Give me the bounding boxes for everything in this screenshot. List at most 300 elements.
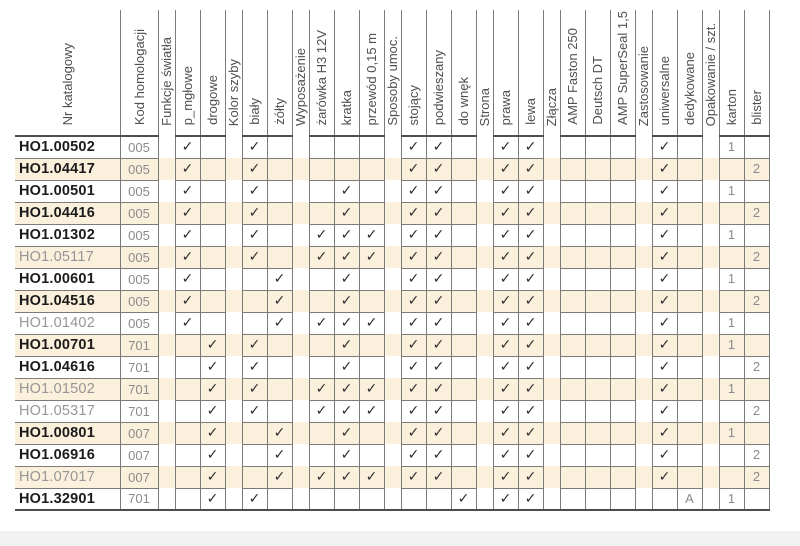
check-icon: ✓ xyxy=(524,271,537,287)
cell-value: 1 xyxy=(727,227,736,242)
value-cell-stojacy xyxy=(401,224,426,246)
value-cell-dedykowane xyxy=(677,246,702,268)
check-icon: ✓ xyxy=(407,249,420,265)
value-cell-podwieszany xyxy=(426,268,451,290)
group-spacer-cell xyxy=(384,158,401,180)
value-cell-zolty xyxy=(267,268,292,290)
value-cell-zolty xyxy=(267,290,292,312)
value-cell-do-wnek xyxy=(451,136,476,158)
value-cell-blister xyxy=(744,202,769,224)
check-icon: ✓ xyxy=(432,161,445,177)
check-icon: ✓ xyxy=(407,403,420,419)
value-cell-deutsch-dt xyxy=(585,444,610,466)
table-row xyxy=(15,224,769,246)
homologation-code-cell: 701 xyxy=(120,378,158,400)
group-spacer-cell xyxy=(225,268,242,290)
column-header-przewod-015m xyxy=(359,10,384,136)
value-cell-stojacy xyxy=(401,290,426,312)
check-icon: ✓ xyxy=(658,227,671,243)
value-cell-stojacy xyxy=(401,444,426,466)
group-spacer-cell xyxy=(292,488,309,510)
value-cell-blister xyxy=(744,136,769,158)
column-header-drogowe xyxy=(200,10,225,136)
value-cell-amp-faston-250 xyxy=(560,158,585,180)
group-spacer-cell xyxy=(292,400,309,422)
value-cell-amp-superseal-15 xyxy=(610,180,635,202)
check-icon: ✓ xyxy=(499,425,512,441)
value-cell-lewa xyxy=(518,224,543,246)
value-cell-bialy xyxy=(242,268,267,290)
value-cell-blister xyxy=(744,334,769,356)
value-cell-dedykowane xyxy=(677,422,702,444)
value-cell-stojacy xyxy=(401,378,426,400)
group-spacer-cell xyxy=(225,356,242,378)
value-cell-do-wnek xyxy=(451,202,476,224)
group-spacer-cell xyxy=(702,466,719,488)
check-icon: ✓ xyxy=(340,403,353,419)
value-cell-prawa xyxy=(493,246,518,268)
value-cell-uniwersalne xyxy=(652,466,677,488)
value-cell-karton xyxy=(719,444,744,466)
value-cell-bialy xyxy=(242,312,267,334)
value-cell-drogowe xyxy=(200,158,225,180)
group-spacer-cell xyxy=(225,224,242,246)
group-spacer-cell xyxy=(476,334,493,356)
value-cell-deutsch-dt xyxy=(585,202,610,224)
value-cell-dedykowane xyxy=(677,202,702,224)
check-icon: ✓ xyxy=(181,139,194,156)
value-cell-amp-superseal-15 xyxy=(610,312,635,334)
value-cell-podwieszany xyxy=(426,334,451,356)
group-spacer-cell xyxy=(543,466,560,488)
value-cell-zarowka-h3-12v xyxy=(309,246,334,268)
value-cell-karton xyxy=(719,422,744,444)
check-icon: ✓ xyxy=(432,359,445,375)
check-icon: ✓ xyxy=(658,403,671,419)
group-spacer-cell xyxy=(543,312,560,334)
value-cell-karton xyxy=(719,312,744,334)
column-header-label: prawa xyxy=(498,89,513,125)
check-icon: ✓ xyxy=(524,490,537,507)
value-cell-deutsch-dt xyxy=(585,422,610,444)
check-icon: ✓ xyxy=(407,139,420,156)
value-cell-amp-superseal-15 xyxy=(610,136,635,158)
check-icon: ✓ xyxy=(248,490,261,507)
catalog-number-cell: HO1.06916 xyxy=(15,444,120,466)
value-cell-prawa xyxy=(493,400,518,422)
group-spacer-cell xyxy=(384,488,401,510)
value-cell-podwieszany xyxy=(426,136,451,158)
column-header-label: AMP SuperSeal 1,5 xyxy=(615,11,630,125)
group-spacer-cell xyxy=(543,488,560,510)
group-spacer-cell xyxy=(384,246,401,268)
group-spacer-cell xyxy=(384,444,401,466)
value-cell-przewod-015m xyxy=(359,312,384,334)
group-spacer-cell xyxy=(225,378,242,400)
value-cell-amp-faston-250 xyxy=(560,202,585,224)
value-cell-amp-faston-250 xyxy=(560,268,585,290)
value-cell-lewa xyxy=(518,356,543,378)
check-icon: ✓ xyxy=(658,249,671,265)
value-cell-zarowka-h3-12v xyxy=(309,268,334,290)
value-cell-p-mglowe xyxy=(175,466,200,488)
group-spacer-cell xyxy=(292,334,309,356)
value-cell-deutsch-dt xyxy=(585,268,610,290)
check-icon: ✓ xyxy=(248,227,261,243)
value-cell-deutsch-dt xyxy=(585,356,610,378)
value-cell-lewa xyxy=(518,444,543,466)
value-cell-drogowe xyxy=(200,334,225,356)
catalog-number-cell: HO1.07017 xyxy=(15,466,120,488)
value-cell-drogowe xyxy=(200,488,225,510)
value-cell-dedykowane xyxy=(677,224,702,246)
value-cell-karton xyxy=(719,290,744,312)
value-cell-przewod-015m xyxy=(359,334,384,356)
check-icon: ✓ xyxy=(248,183,261,199)
table-row xyxy=(15,268,769,290)
value-cell-zarowka-h3-12v xyxy=(309,224,334,246)
homologation-code-cell: 701 xyxy=(120,356,158,378)
catalog-number-cell: HO1.32901 xyxy=(15,488,120,510)
catalog-number-cell: HO1.05317 xyxy=(15,400,120,422)
column-header-zlacza xyxy=(543,10,560,136)
homologation-code-cell: 007 xyxy=(120,444,158,466)
value-cell-dedykowane xyxy=(677,268,702,290)
cell-value: 1 xyxy=(727,183,736,198)
check-icon: ✓ xyxy=(340,447,353,463)
value-cell-zolty xyxy=(267,444,292,466)
value-cell-przewod-015m xyxy=(359,268,384,290)
group-spacer-cell xyxy=(158,158,175,180)
check-icon: ✓ xyxy=(206,490,219,507)
value-cell-lewa xyxy=(518,246,543,268)
homologation-code-cell: 005 xyxy=(120,224,158,246)
value-cell-uniwersalne xyxy=(652,422,677,444)
group-spacer-cell xyxy=(543,158,560,180)
value-cell-karton xyxy=(719,202,744,224)
group-spacer-cell xyxy=(635,356,652,378)
group-spacer-cell xyxy=(384,356,401,378)
value-cell-blister xyxy=(744,268,769,290)
column-header-label: uniwersalne xyxy=(657,55,672,125)
group-spacer-cell xyxy=(158,136,175,158)
check-icon: ✓ xyxy=(206,381,219,397)
group-spacer-cell xyxy=(543,356,560,378)
group-spacer-cell xyxy=(476,202,493,224)
group-spacer-cell xyxy=(635,224,652,246)
column-header-label: Złącza xyxy=(544,87,559,126)
value-cell-podwieszany xyxy=(426,180,451,202)
check-icon: ✓ xyxy=(499,161,512,177)
table-row xyxy=(15,444,769,466)
value-cell-p-mglowe xyxy=(175,312,200,334)
value-cell-bialy xyxy=(242,136,267,158)
group-spacer-cell xyxy=(158,312,175,334)
value-cell-uniwersalne xyxy=(652,158,677,180)
value-cell-uniwersalne xyxy=(652,400,677,422)
value-cell-deutsch-dt xyxy=(585,136,610,158)
value-cell-blister xyxy=(744,246,769,268)
value-cell-kratka xyxy=(334,202,359,224)
value-cell-zarowka-h3-12v xyxy=(309,312,334,334)
group-spacer-cell xyxy=(702,136,719,158)
group-spacer-cell xyxy=(384,268,401,290)
value-cell-stojacy xyxy=(401,268,426,290)
check-icon: ✓ xyxy=(407,469,420,485)
check-icon: ✓ xyxy=(524,183,537,199)
value-cell-do-wnek xyxy=(451,444,476,466)
check-icon: ✓ xyxy=(340,271,353,287)
value-cell-karton xyxy=(719,356,744,378)
column-header-label: Nr katalogowy xyxy=(59,42,75,125)
value-cell-karton xyxy=(719,246,744,268)
value-cell-prawa xyxy=(493,488,518,510)
group-spacer-cell xyxy=(635,180,652,202)
value-cell-do-wnek xyxy=(451,180,476,202)
value-cell-deutsch-dt xyxy=(585,400,610,422)
check-icon: ✓ xyxy=(499,271,512,287)
group-spacer-cell xyxy=(702,158,719,180)
value-cell-zarowka-h3-12v xyxy=(309,356,334,378)
column-header-uniwersalne xyxy=(652,10,677,136)
group-spacer-cell xyxy=(543,202,560,224)
value-cell-amp-superseal-15 xyxy=(610,422,635,444)
group-spacer-cell xyxy=(476,444,493,466)
check-icon: ✓ xyxy=(432,469,445,485)
table-row xyxy=(15,290,769,312)
value-cell-amp-faston-250 xyxy=(560,334,585,356)
value-cell-uniwersalne xyxy=(652,334,677,356)
column-header-label: dedykowane xyxy=(682,52,697,125)
check-icon: ✓ xyxy=(248,337,261,353)
check-icon: ✓ xyxy=(365,403,378,419)
group-spacer-cell xyxy=(225,136,242,158)
value-cell-zolty xyxy=(267,312,292,334)
value-cell-p-mglowe xyxy=(175,356,200,378)
check-icon: ✓ xyxy=(432,381,445,397)
value-cell-dedykowane xyxy=(677,290,702,312)
check-icon: ✓ xyxy=(499,403,512,419)
column-header-zarowka-h3-12v xyxy=(309,10,334,136)
column-header-label: blister xyxy=(749,90,764,125)
value-cell-uniwersalne xyxy=(652,180,677,202)
value-cell-blister xyxy=(744,312,769,334)
check-icon: ✓ xyxy=(340,469,353,485)
value-cell-p-mglowe xyxy=(175,202,200,224)
homologation-code-cell: 005 xyxy=(120,136,158,158)
value-cell-stojacy xyxy=(401,158,426,180)
group-spacer-cell xyxy=(635,422,652,444)
catalog-number-cell: HO1.01302 xyxy=(15,224,120,246)
catalog-number-cell: HO1.00701 xyxy=(15,334,120,356)
check-icon: ✓ xyxy=(524,227,537,243)
check-icon: ✓ xyxy=(432,249,445,265)
group-spacer-cell xyxy=(543,400,560,422)
column-header-do-wnek xyxy=(451,10,476,136)
check-icon: ✓ xyxy=(248,403,261,419)
column-header-label: stojący xyxy=(406,84,421,125)
group-spacer-cell xyxy=(543,290,560,312)
check-icon: ✓ xyxy=(248,381,261,397)
check-icon: ✓ xyxy=(432,337,445,353)
group-spacer-cell xyxy=(384,378,401,400)
check-icon: ✓ xyxy=(206,337,219,353)
value-cell-lewa xyxy=(518,180,543,202)
check-icon: ✓ xyxy=(432,205,445,221)
group-spacer-cell xyxy=(384,224,401,246)
value-cell-lewa xyxy=(518,378,543,400)
group-spacer-cell xyxy=(702,246,719,268)
check-icon: ✓ xyxy=(181,183,194,199)
value-cell-dedykowane xyxy=(677,444,702,466)
check-icon: ✓ xyxy=(524,403,537,419)
check-icon: ✓ xyxy=(524,381,537,397)
value-cell-deutsch-dt xyxy=(585,158,610,180)
check-icon: ✓ xyxy=(524,425,537,441)
value-cell-karton xyxy=(719,158,744,180)
group-spacer-cell xyxy=(635,268,652,290)
group-spacer-cell xyxy=(225,444,242,466)
group-spacer-cell xyxy=(635,312,652,334)
check-icon: ✓ xyxy=(432,271,445,287)
check-icon: ✓ xyxy=(248,139,261,156)
column-header-kod-homologacji xyxy=(120,10,158,136)
check-icon: ✓ xyxy=(407,205,420,221)
group-spacer-cell xyxy=(476,224,493,246)
value-cell-uniwersalne xyxy=(652,290,677,312)
group-spacer-cell xyxy=(225,246,242,268)
check-icon: ✓ xyxy=(499,315,512,331)
value-cell-zolty xyxy=(267,356,292,378)
group-spacer-cell xyxy=(543,136,560,158)
value-cell-amp-faston-250 xyxy=(560,290,585,312)
value-cell-zarowka-h3-12v xyxy=(309,290,334,312)
column-header-label: Deutsch DT xyxy=(590,56,605,125)
value-cell-p-mglowe xyxy=(175,444,200,466)
value-cell-prawa xyxy=(493,158,518,180)
group-spacer-cell xyxy=(292,312,309,334)
header-row xyxy=(15,10,769,136)
value-cell-do-wnek xyxy=(451,422,476,444)
catalog-number-cell: HO1.01402 xyxy=(15,312,120,334)
value-cell-stojacy xyxy=(401,312,426,334)
bottom-strip xyxy=(0,531,800,546)
check-icon: ✓ xyxy=(340,249,353,265)
value-cell-zarowka-h3-12v xyxy=(309,466,334,488)
value-cell-karton xyxy=(719,136,744,158)
group-spacer-cell xyxy=(292,378,309,400)
group-spacer-cell xyxy=(476,268,493,290)
group-spacer-cell xyxy=(158,202,175,224)
check-icon: ✓ xyxy=(407,447,420,463)
column-header-label: AMP Faston 250 xyxy=(565,28,580,125)
check-icon: ✓ xyxy=(340,227,353,243)
homologation-code-cell: 005 xyxy=(120,268,158,290)
table-row xyxy=(15,422,769,444)
check-icon: ✓ xyxy=(524,293,537,309)
group-spacer-cell xyxy=(225,400,242,422)
value-cell-amp-superseal-15 xyxy=(610,444,635,466)
check-icon: ✓ xyxy=(658,359,671,375)
value-cell-kratka xyxy=(334,444,359,466)
value-cell-zarowka-h3-12v xyxy=(309,180,334,202)
value-cell-drogowe xyxy=(200,290,225,312)
value-cell-przewod-015m xyxy=(359,400,384,422)
column-header-strona xyxy=(476,10,493,136)
value-cell-amp-faston-250 xyxy=(560,136,585,158)
value-cell-stojacy xyxy=(401,180,426,202)
value-cell-uniwersalne xyxy=(652,246,677,268)
check-icon: ✓ xyxy=(315,469,328,485)
value-cell-zolty xyxy=(267,400,292,422)
check-icon: ✓ xyxy=(340,205,353,221)
check-icon: ✓ xyxy=(524,205,537,221)
column-header-blister xyxy=(744,10,769,136)
check-icon: ✓ xyxy=(524,315,537,331)
group-spacer-cell xyxy=(635,334,652,356)
group-spacer-cell xyxy=(384,290,401,312)
group-spacer-cell xyxy=(635,290,652,312)
check-icon: ✓ xyxy=(340,293,353,309)
check-icon: ✓ xyxy=(206,447,219,463)
check-icon: ✓ xyxy=(499,381,512,397)
value-cell-podwieszany xyxy=(426,422,451,444)
check-icon: ✓ xyxy=(407,227,420,243)
table-row xyxy=(15,466,769,488)
value-cell-deutsch-dt xyxy=(585,334,610,356)
value-cell-kratka xyxy=(334,400,359,422)
value-cell-amp-faston-250 xyxy=(560,488,585,510)
value-cell-p-mglowe xyxy=(175,378,200,400)
cell-value: 1 xyxy=(727,381,736,396)
check-icon: ✓ xyxy=(181,227,194,243)
cell-value: 2 xyxy=(752,249,761,264)
value-cell-p-mglowe xyxy=(175,290,200,312)
value-cell-amp-superseal-15 xyxy=(610,246,635,268)
value-cell-drogowe xyxy=(200,444,225,466)
value-cell-drogowe xyxy=(200,268,225,290)
value-cell-prawa xyxy=(493,290,518,312)
cell-value: 1 xyxy=(727,139,736,155)
group-spacer-cell xyxy=(292,422,309,444)
value-cell-drogowe xyxy=(200,202,225,224)
value-cell-amp-superseal-15 xyxy=(610,488,635,510)
table-row xyxy=(15,378,769,400)
value-cell-lewa xyxy=(518,158,543,180)
value-cell-amp-faston-250 xyxy=(560,466,585,488)
check-icon: ✓ xyxy=(365,469,378,485)
group-spacer-cell xyxy=(158,290,175,312)
group-spacer-cell xyxy=(158,488,175,510)
check-icon: ✓ xyxy=(273,425,286,441)
value-cell-przewod-015m xyxy=(359,158,384,180)
value-cell-zolty xyxy=(267,158,292,180)
value-cell-deutsch-dt xyxy=(585,378,610,400)
check-icon: ✓ xyxy=(340,315,353,331)
catalog-number-cell: HO1.00801 xyxy=(15,422,120,444)
value-cell-p-mglowe xyxy=(175,136,200,158)
value-cell-zolty xyxy=(267,246,292,268)
column-header-kratka xyxy=(334,10,359,136)
value-cell-podwieszany xyxy=(426,466,451,488)
group-spacer-cell xyxy=(476,312,493,334)
group-spacer-cell xyxy=(225,422,242,444)
value-cell-do-wnek xyxy=(451,224,476,246)
column-header-label: Wyposażenie xyxy=(293,48,308,126)
table-row xyxy=(15,334,769,356)
value-cell-prawa xyxy=(493,378,518,400)
value-cell-karton xyxy=(719,180,744,202)
